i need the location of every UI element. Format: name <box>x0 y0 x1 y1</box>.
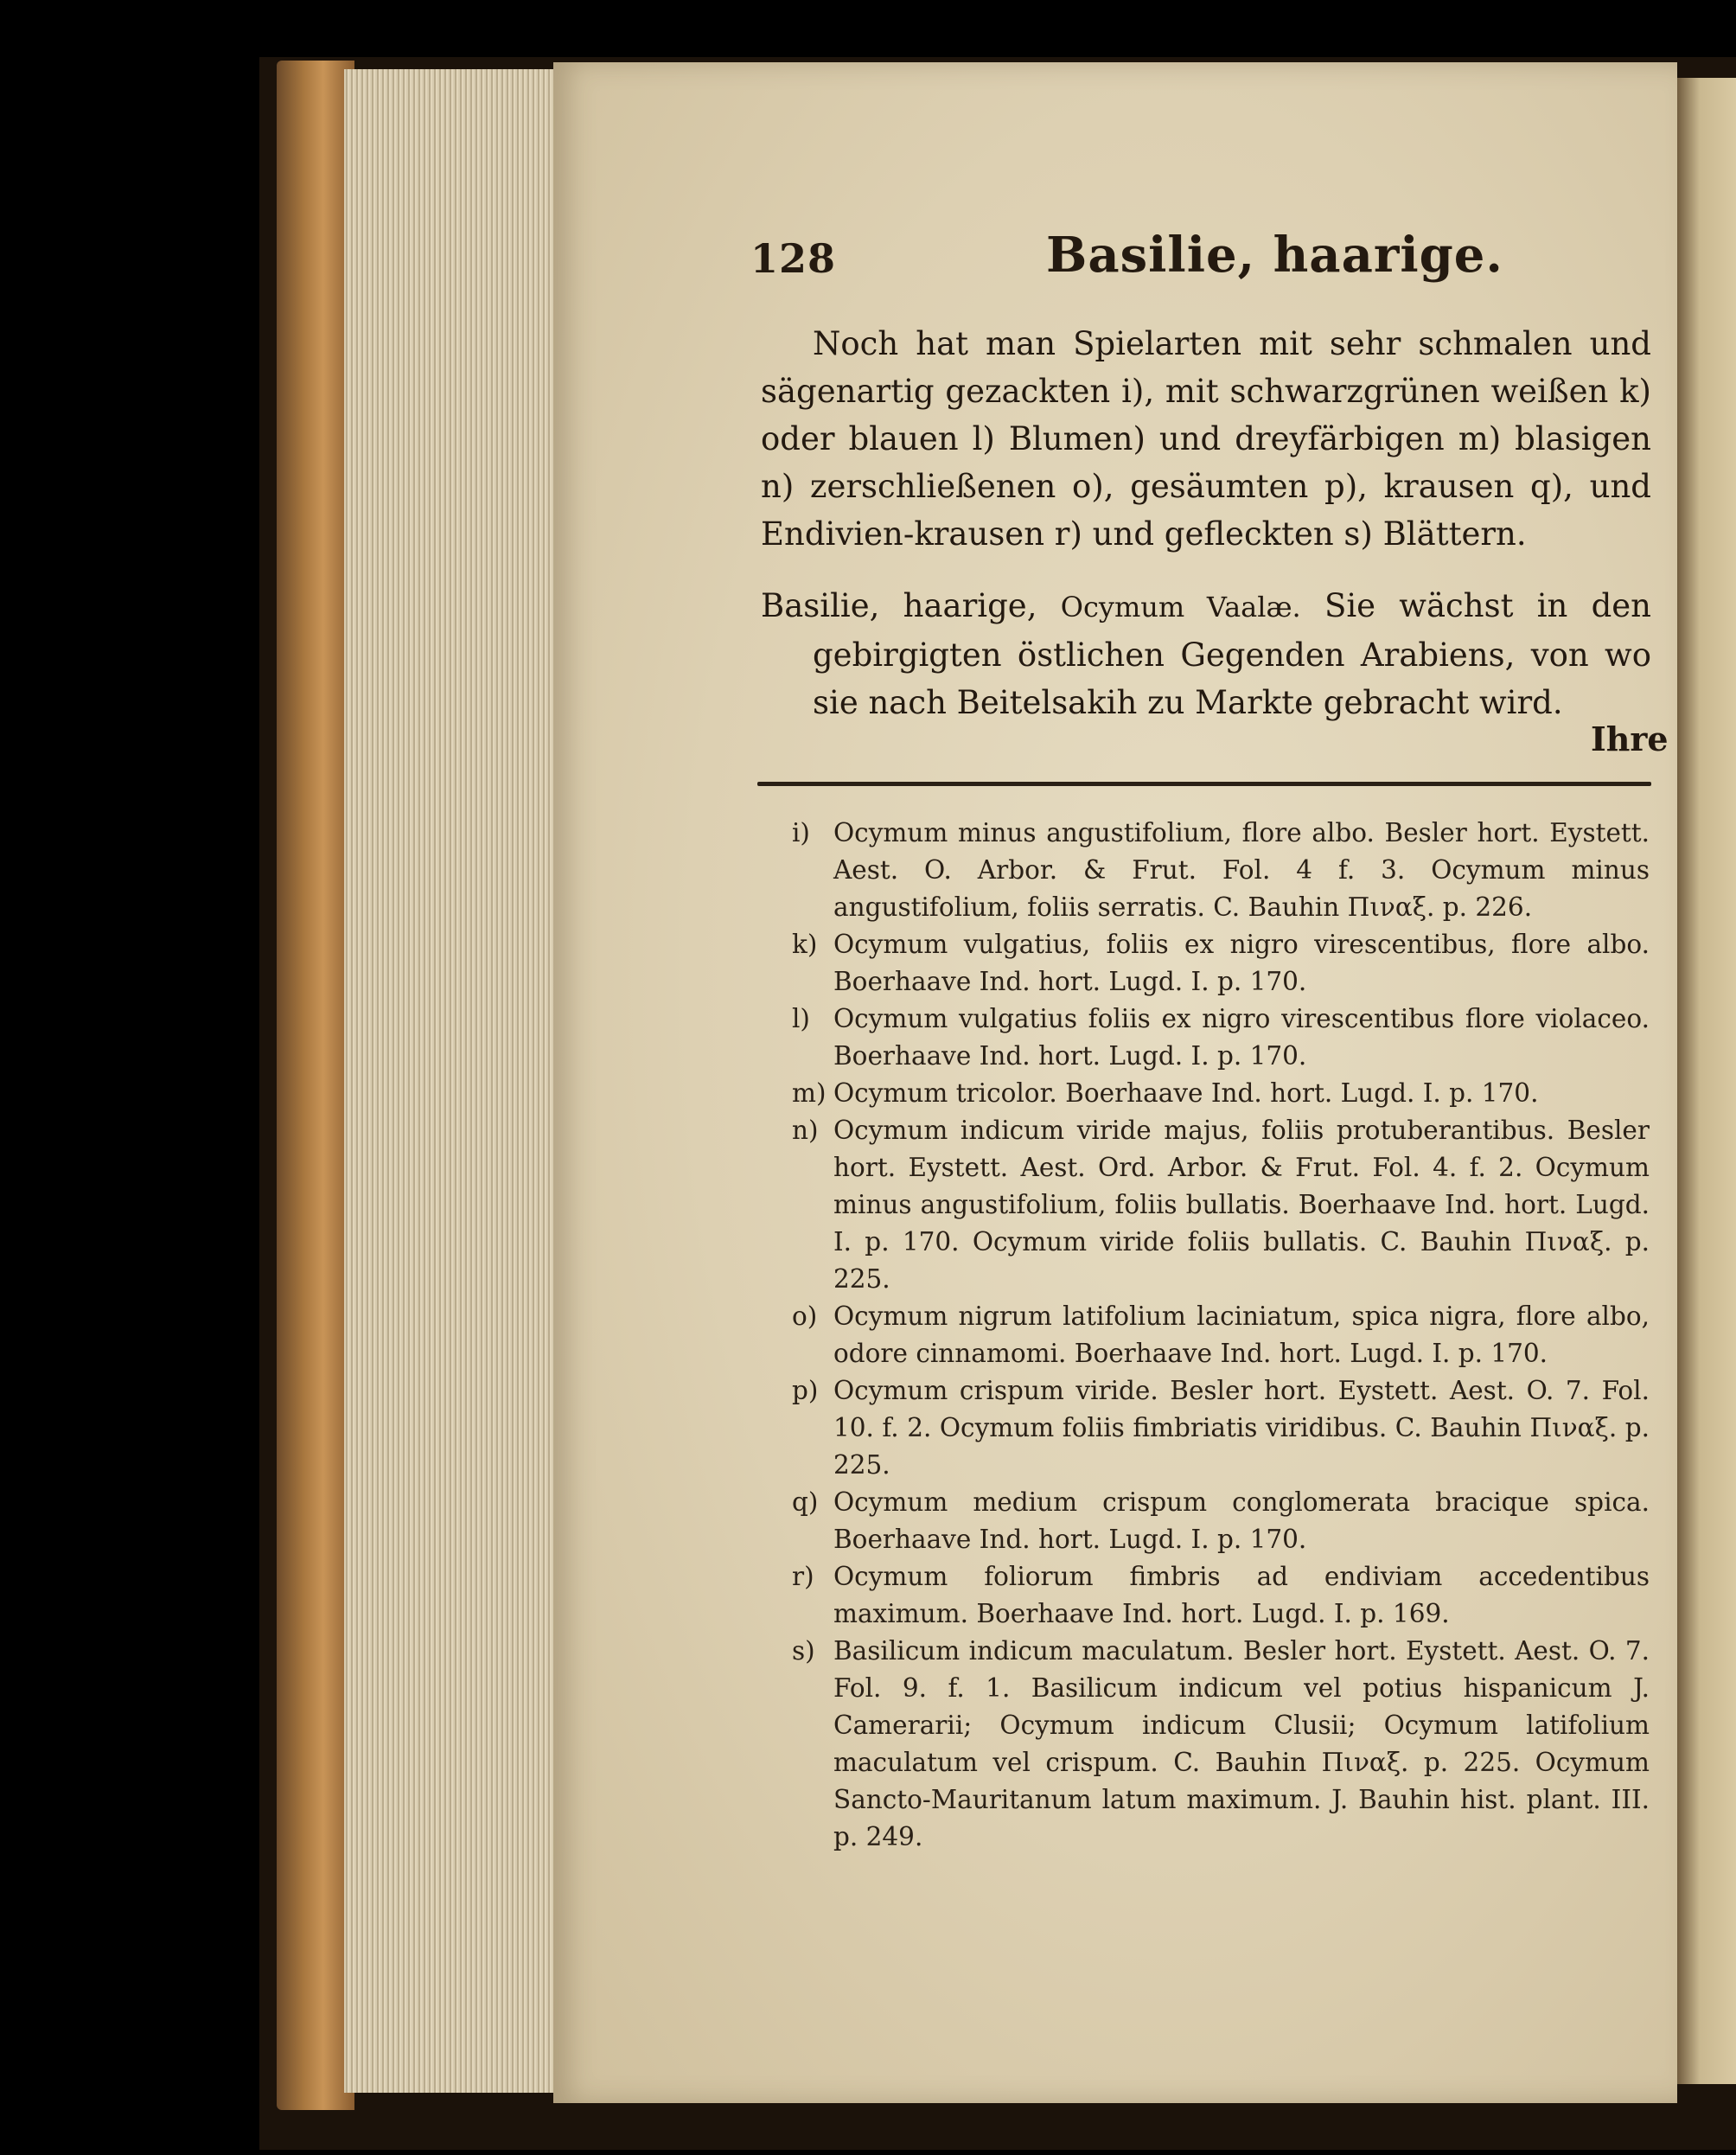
footnote-text: Ocymum crispum viride. Besler hort. Eystett. Aest. O. 7. Fol. 10. f. 2. Ocymum foliis fimbriatis viridibus. C. Bauhin Πιναξ. p. 225. <box>833 1376 1650 1480</box>
footnote <box>792 1298 1650 1372</box>
entry-latin-name: Ocymum Vaalæ. <box>1060 591 1301 623</box>
footnote <box>792 1075 1650 1112</box>
footnote-text: Ocymum nigrum latifolium laciniatum, spica nigra, flore albo, odore cinnamomi. Boerhaave Ind. hort. Lugd. I. p. 170. <box>833 1301 1650 1368</box>
footnote-text: Ocymum vulgatius, foliis ex nigro virescentibus, flore albo. Boerhaave Ind. hort. Lugd. I. p. 170. <box>833 930 1650 996</box>
footnote-text: Ocymum vulgatius foliis ex nigro virescentibus flore violaceo. Boerhaave Ind. hort. Lugd. I. p. 170. <box>833 1004 1650 1071</box>
footnote-marker: m) <box>792 1078 827 1108</box>
paragraph-varieties: Noch hat man Spielarten mit sehr schmalen und sägenartig gezackten i), mit schwarzgrünen weißen k) oder blauen l) Blumen) und dreyfärbigen m) blasigen n) zerschließenen o), gesäumten p), krausen q), und Endivien-krausen r) und gefleckten s) Blättern. <box>761 325 1651 553</box>
footnote <box>792 1633 1650 1856</box>
footnote <box>792 1112 1650 1298</box>
footnote-marker: r) <box>792 1562 814 1591</box>
page-number: 128 <box>750 235 837 282</box>
entry-headword: Basilie, haarige, <box>761 587 1037 624</box>
footnote-text: Ocymum foliorum fimbris ad endiviam accedentibus maximum. Boerhaave Ind. hort. Lugd. I. p. 169. <box>833 1562 1650 1628</box>
footnote <box>792 1372 1650 1484</box>
footnote-marker: o) <box>792 1301 818 1331</box>
footnote-marker: q) <box>792 1487 819 1517</box>
footnote <box>792 1484 1650 1558</box>
footnote-marker: s) <box>792 1636 815 1666</box>
footnote <box>792 1001 1650 1075</box>
footnote-text: Ocymum minus angustifolium, flore albo. Besler hort. Eystett. Aest. O. Arbor. & Frut. Fol. 4 f. 3. Ocymum minus angustifolium, foliis serratis. C. Bauhin Πιναξ. p. 226. <box>833 818 1650 922</box>
footnote-rule <box>757 782 1651 786</box>
main-text <box>761 320 1651 726</box>
entry-description: Sie wächst in den gebirgigten östlichen Gegenden Arabiens, von wo sie nach Beitelsakih zu Markte gebracht wird. <box>813 587 1652 721</box>
page-block-edges <box>344 69 560 2093</box>
footnote-text: Ocymum tricolor. Boerhaave Ind. hort. Lugd. I. p. 170. <box>833 1078 1539 1108</box>
facing-page-edge <box>1675 78 1736 2084</box>
footnote-marker: l) <box>792 1004 810 1033</box>
footnotes <box>792 815 1650 1856</box>
footnote-text: Ocymum medium crispum conglomerata bracique spica. Boerhaave Ind. hort. Lugd. I. p. 170. <box>833 1487 1650 1554</box>
footnote <box>792 926 1650 1001</box>
footnote-marker: i) <box>792 818 810 847</box>
book-cover-edge <box>277 61 354 2110</box>
footnote <box>792 1558 1650 1633</box>
footnote-marker: k) <box>792 930 818 959</box>
footnote <box>792 815 1650 926</box>
running-head: Basilie, haarige. <box>1046 227 1503 284</box>
footnote-marker: p) <box>792 1376 819 1405</box>
footnote-marker: n) <box>792 1116 819 1145</box>
catchword: Ihre <box>1591 719 1669 758</box>
footnote-text: Basilicum indicum maculatum. Besler hort. Eystett. Aest. O. 7. Fol. 9. f. 1. Basilicum indicum vel potius hispanicum J. Camerarii; Ocymum indicum Clusii; Ocymum latifolium maculatum vel crispum. C. Bauhin Πιναξ. p. 225. Ocymum Sancto-Mauritanum latum maximum. J. Bauhin hist. plant. III. p. 249. <box>833 1636 1650 1851</box>
entry-basilie-haarige <box>761 582 1651 726</box>
footnote-text: Ocymum indicum viride majus, foliis protuberantibus. Besler hort. Eystett. Aest. Ord. Arbor. & Frut. Fol. 4. f. 2. Ocymum minus angustifolium, foliis bullatis. Boerhaave Ind. hort. Lugd. I. p. 170. Ocymum viride foliis bullatis. C. Bauhin Πιναξ. p. 225. <box>833 1116 1650 1294</box>
